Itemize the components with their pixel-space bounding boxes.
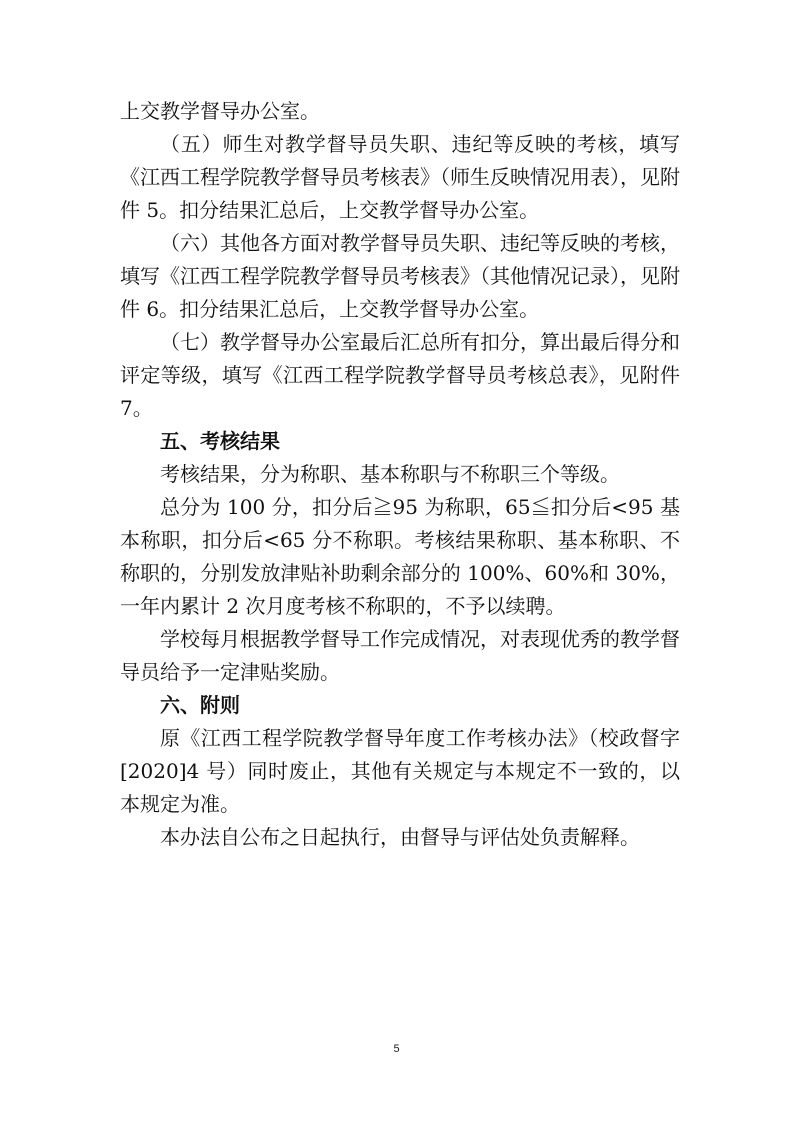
paragraph-results-scoring: 总分为 100 分，扣分后≧95 为称职，65≦扣分后<95 基本称职，扣分后<65 分不称职。考核结果称职、基本称职、不称职的，分别发放津贴补助剩余部分的 100%、60%和 30%，一年内累计 2 次月度考核不称职的，不予以续聘。 (120, 495, 680, 618)
paragraph-results-reward: 学校每月根据教学督导工作完成情况，对表现优秀的教学督导员给予一定津贴奖励。 (120, 627, 680, 684)
section-heading-supplementary: 六、附则 (160, 693, 240, 717)
paragraph-item-6: （六）其他各方面对教学督导员失职、违纪等反映的考核，填写《江西工程学院教学督导员考核表》（其他情况记录），见附件 6。扣分结果汇总后，上交教学督导办公室。 (120, 231, 680, 321)
paragraph-results-levels: 考核结果，分为称职、基本称职与不称职三个等级。 (160, 462, 620, 486)
paragraph-supplementary-effective: 本办法自公布之日起执行，由督导与评估处负责解释。 (160, 825, 640, 849)
document-body (120, 95, 680, 854)
section-heading-results: 五、考核结果 (160, 429, 280, 453)
paragraph-item-5: （五）师生对教学督导员失职、违纪等反映的考核，填写《江西工程学院教学督导员考核表》（师生反映情况用表），见附件 5。扣分结果汇总后，上交教学督导办公室。 (120, 132, 680, 222)
paragraph-supplementary-repeal: 原《江西工程学院教学督导年度工作考核办法》（校政督字[2020]4 号）同时废止，其他有关规定与本规定不一致的，以本规定为准。 (120, 726, 680, 816)
page-number: 5 (393, 1043, 400, 1055)
paragraph-item-7: （七）教学督导办公室最后汇总所有扣分，算出最后得分和评定等级，填写《江西工程学院教学督导员考核总表》，见附件 7。 (120, 330, 680, 420)
paragraph-continuation: 上交教学督导办公室。 (120, 99, 320, 123)
